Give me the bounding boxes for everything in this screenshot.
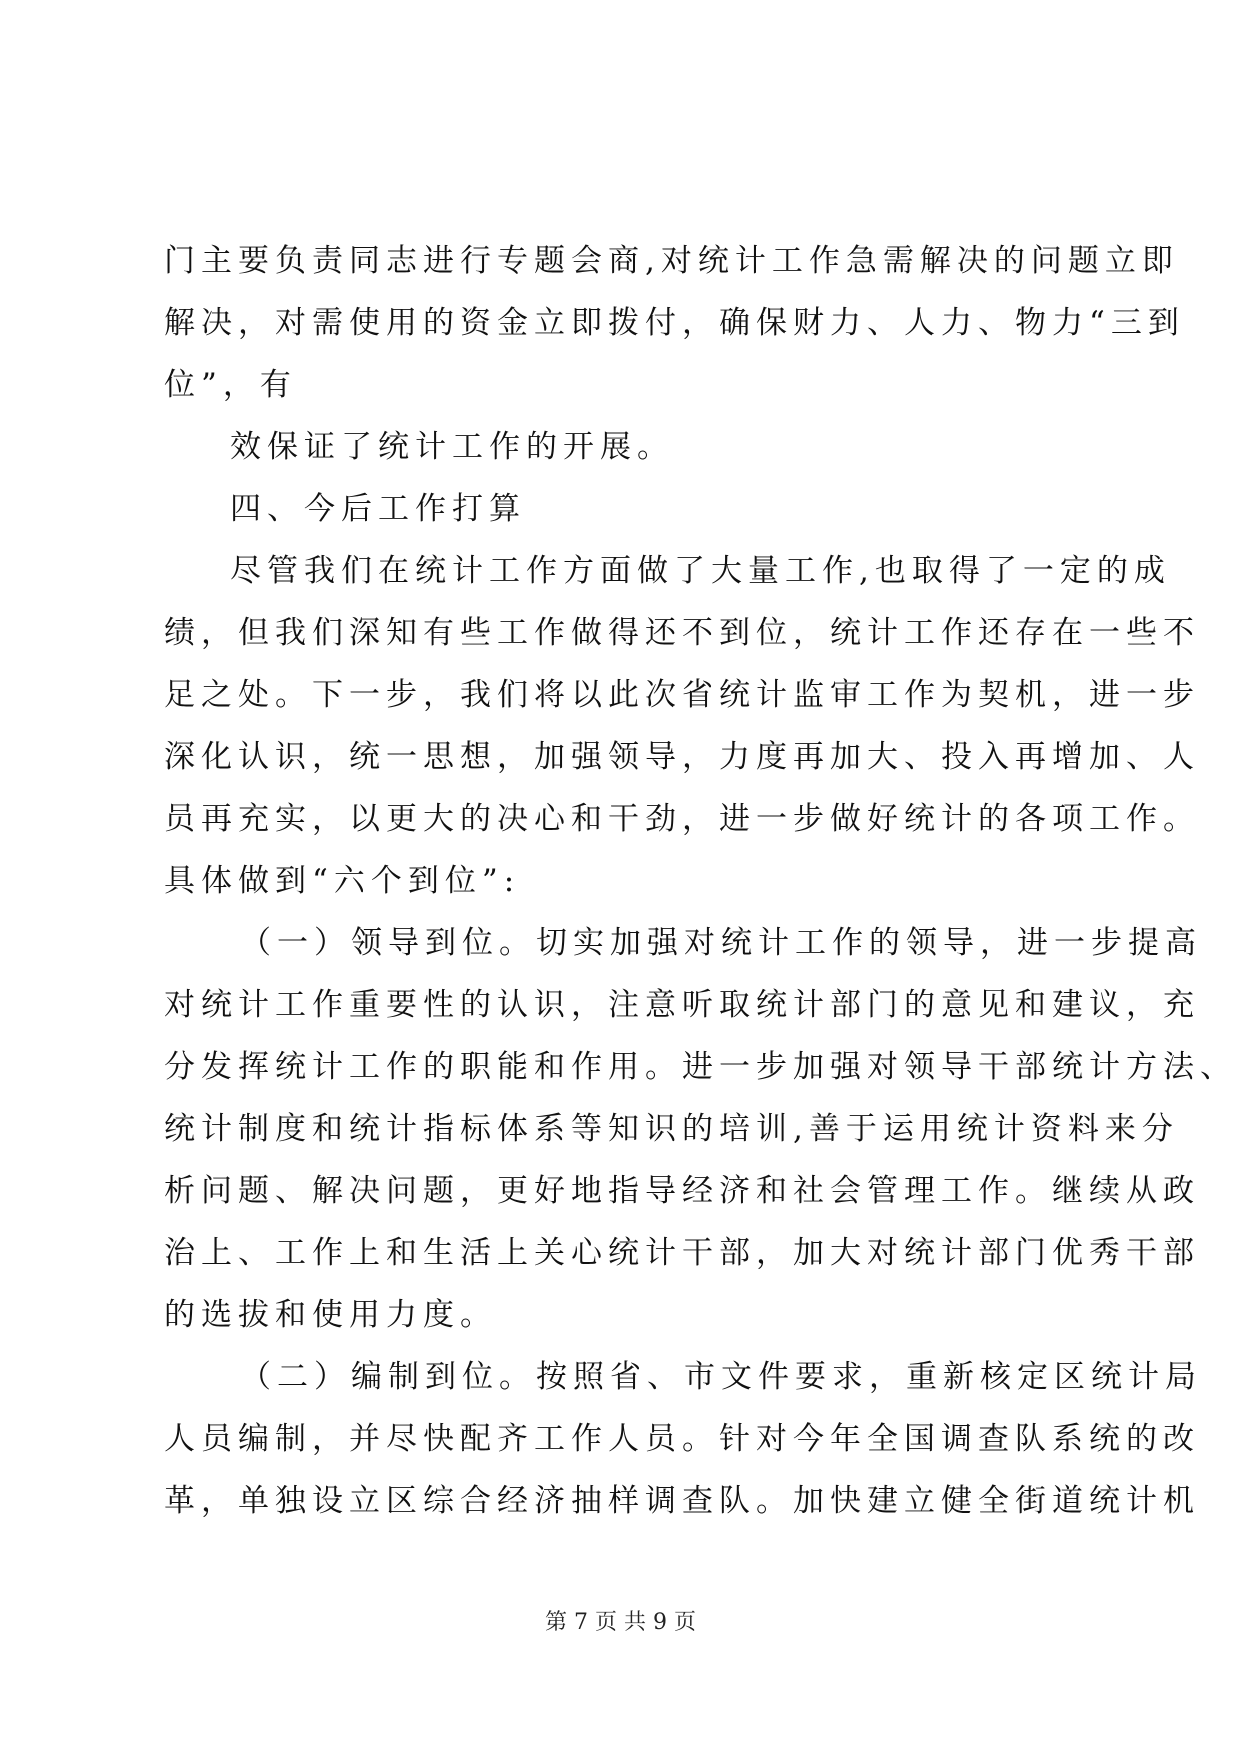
text-line: 析问题、解决问题，更好地指导经济和社会管理工作。继续从政 [164, 1173, 1200, 1209]
text-line: 治上、工作上和生活上关心统计干部，加大对统计部门优秀干部 [164, 1235, 1200, 1271]
text-line: 足之处。下一步，我们将以此次省统计监审工作为契机，进一步 [164, 677, 1200, 713]
text-line: 分发挥统计工作的职能和作用。进一步加强对领导干部统计方法、 [164, 1049, 1237, 1085]
section-heading: 四、今后工作打算 [230, 491, 526, 527]
text-line: 深化认识，统一思想，加强领导，力度再加大、投入再增加、人 [164, 739, 1200, 775]
text-line: 对统计工作重要性的认识，注意听取统计部门的意见和建议，充 [164, 987, 1200, 1023]
text-line: 解决，对需使用的资金立即拨付，确保财力、人力、物力“三到 [164, 305, 1185, 341]
text-line: 门主要负责同志进行专题会商,对统计工作急需解决的问题立即 [164, 243, 1179, 279]
text-line: 具体做到“六个到位”: [164, 863, 521, 899]
text-line: （一）领导到位。切实加强对统计工作的领导，进一步提高 [240, 925, 1202, 961]
document-body [164, 230, 1237, 1532]
text-line: 革，单独设立区综合经济抽样调查队。加快建立健全街道统计机 [164, 1483, 1200, 1519]
text-line: 人员编制，并尽快配齐工作人员。针对今年全国调查队系统的改 [164, 1421, 1200, 1457]
text-line: 员再充实，以更大的决心和干劲，进一步做好统计的各项工作。 [164, 801, 1200, 837]
text-line: 绩，但我们深知有些工作做得还不到位，统计工作还存在一些不 [164, 615, 1200, 651]
text-line: 的选拔和使用力度。 [164, 1297, 497, 1333]
text-line: 统计制度和统计指标体系等知识的培训,善于运用统计资料来分 [164, 1111, 1179, 1147]
text-line: （二）编制到位。按照省、市文件要求，重新核定区统计局 [240, 1359, 1202, 1395]
text-line: 位”，有 [164, 367, 297, 403]
text-line: 效保证了统计工作的开展。 [230, 429, 674, 465]
page-number-footer: 第 7 页 共 9 页 [545, 1610, 696, 1635]
text-line: 尽管我们在统计工作方面做了大量工作,也取得了一定的成 [230, 553, 1171, 589]
